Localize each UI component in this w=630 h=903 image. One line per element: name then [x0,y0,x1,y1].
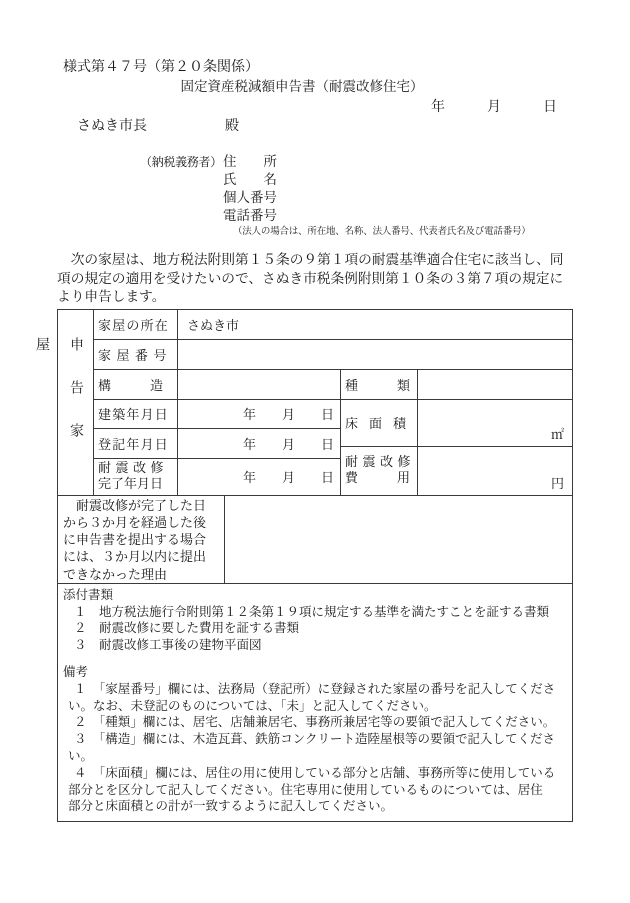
late-filing-reason-value [225,496,572,583]
attachment-item: １ 地方税法施行令附則第１２条第１９項に規定する基準を満たすことを証する書類 [74,603,550,619]
late-filing-reason-label: 耐震改修が完了した日 から３か月を経過した後 に申告書を提出する場合 には、３か月以内に提出 できなかった理由 [58,496,225,583]
taxpayer-section [140,153,573,238]
form-number: 様式第４７号（第２０条関係） [63,59,259,75]
house-location-row [94,310,572,340]
recipient-line [57,117,573,136]
spacer [58,654,572,664]
retrofit-cost-label: 耐震改修 費 用 [341,447,418,495]
taxpayer-field-name: 氏 名 [223,172,277,188]
built-date-value: 年 月 日 [242,408,334,424]
kind-value [418,370,572,399]
date-line: 年 月 日 [431,99,557,115]
note-line: １ 「家屋番号」欄には、法務局（登記所）に登録された家屋の番号を記入してくださ [74,680,556,696]
retrofit-cost-value: 円 [550,476,564,492]
note-line: 部分と床面積との計が一致するように記入してください。 [68,798,394,814]
structure-label: 構 造 [94,370,178,399]
attachment-item: ２ 耐震改修に要した費用を証する書類 [74,620,300,636]
retrofit-completion-date-row [94,459,340,495]
declaration-line: 次の家屋は、地方税法附則第１５条の９第１項の耐震基準適合住宅に該当し、同 [57,252,564,268]
note-line: 部分とを区分して記入してください。住宅専用に使用しているものについては、居住 [68,781,543,797]
attachments-and-notes-section [58,584,572,821]
retrofit-completion-date-value: 年 月 日 [242,471,334,487]
applicant-house-table [34,309,573,822]
note-line: ２ 「種類」欄には、居宅、店舗兼居宅、事務所兼居宅等の要領で記入してください。 [74,714,556,730]
side-label-applicant-house: 申告家屋 [58,310,94,495]
page-title: 固定資産税減額申告書（耐震改修住宅） [180,79,424,95]
honorific: 殿 [225,118,239,134]
note-line: ４ 「床面積」欄には、居住の用に使用している部分と店舗、事務所等に使用している [74,764,556,780]
house-number-row [94,340,572,370]
floor-area-row [341,400,572,447]
note-line: い。 [68,747,94,763]
taxpayer-label: （納税義務者） [140,155,222,169]
recipient-name: さぬき市長 [77,118,147,134]
notes-heading: 備考 [63,663,89,679]
house-location-label: 家屋の所在 [94,310,178,339]
attachment-item: ３ 耐震改修工事後の建物平面図 [74,637,262,653]
retrofit-completion-date-label: 耐震改修 完了年月日 [94,459,178,495]
registered-date-row [94,429,340,459]
house-number-label: 家屋番号 [94,340,178,369]
note-line: い。なお、未登記のものについては、「未」と記入してください。 [68,697,437,713]
structure-row [94,370,340,400]
retrofit-cost-row [341,447,572,495]
registered-date-label: 登記年月日 [94,429,178,458]
floor-area-value: ㎡ [550,427,564,443]
house-details-section [34,310,572,496]
corporate-entity-note: （法人の場合は、所在地、名称、法人番号、代表者氏名及び電話番号） [233,226,531,237]
declaration-line: より申告します。 [57,289,166,306]
taxpayer-field-personal-number: 個人番号 [223,190,277,206]
declaration-line: 項の規定の適用を受けたいので、さぬき市税条例附則第１０条の３第７項の規定に [57,270,564,287]
kind-label: 種 類 [341,370,418,399]
taxpayer-fields [223,153,531,238]
house-location-value: さぬき市 [187,318,240,334]
structure-value [178,370,340,399]
note-line: ３ 「構造」欄には、木造瓦葺、鉄筋コンクリート造陸屋根等の要領で記入してくださ [74,731,556,747]
registered-date-value: 年 月 日 [242,437,334,453]
taxpayer-field-phone-number: 電話番号 [223,208,277,224]
declaration-paragraph [57,251,573,307]
house-number-value [178,340,572,369]
attachments-heading: 添付書類 [63,586,114,602]
floor-area-label: 床面積 [341,400,418,446]
kind-row [341,370,572,400]
built-date-label: 建築年月日 [94,400,178,428]
taxpayer-field-address: 住 所 [223,154,277,170]
built-date-row [94,400,340,429]
late-filing-reason-section [58,496,572,584]
